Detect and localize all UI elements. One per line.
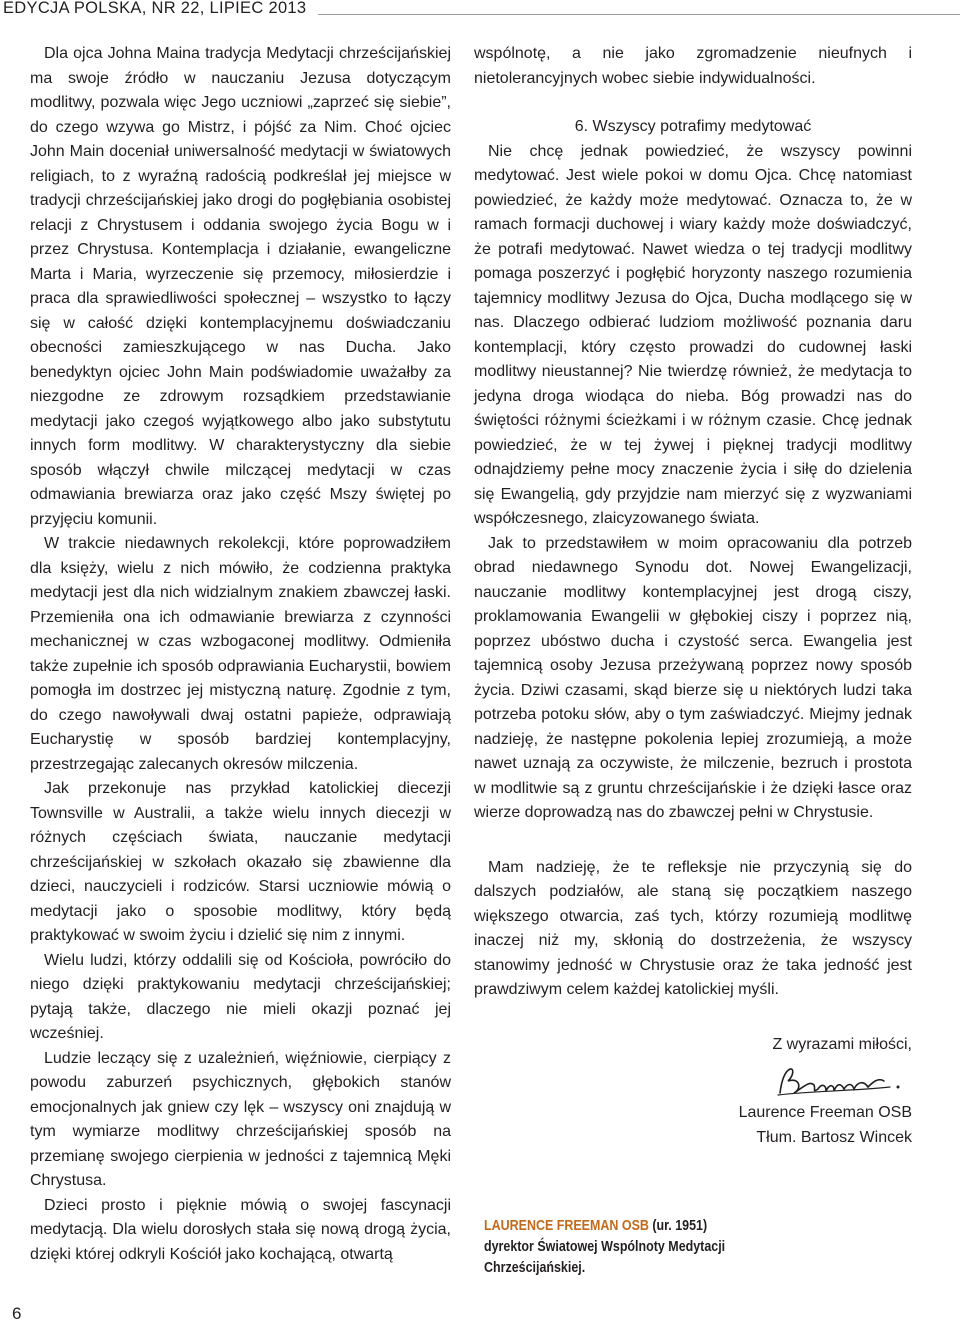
signature-image xyxy=(772,1063,912,1101)
paragraph: Jak to przedstawiłem w moim opracowaniu dla potrzeb obrad niedawnego Synodu dot. Nowej Ewangelizacji, nauczanie modlitwy kontemplacyjnej jest drogą ciszy, proklamowania Ewangelii w głębokiej ciszy i poprzez nią, poprzez ubóstwo ducha i czystość serca. Ewangelia jest tajemnicą osoby Jezusa przeżywaną poprzez nowy sposób życia. Dziwi czasami, skąd bierze się u niektórych ludzi taka potrzeba potoku słów, aby o tym zaświadczyć. Miejmy jednak nadzieję, że następne pokolenia lepiej zrozumieją, a może nawet uznają za oczywiste, że milczenie, bezruch i prostota w modlitwie są z gruntu chrześcijańskie i że dzięki łasce oraz wierze doprowadzą nas do zbawczej pełni w Chrystusie. xyxy=(474,534,912,821)
author-years: (ur. 1951) xyxy=(652,1218,708,1234)
author-note xyxy=(484,1216,828,1279)
translator-credit: Tłum. Bartosz Wincek xyxy=(756,1128,912,1146)
author-line xyxy=(484,1216,828,1237)
paragraph: Dzieci prosto i pięknie mówią o swojej fascynacji medytacją. Dla wielu dorosłych stała się nową drogą życia, dzięki której odkryli Kościół jako kochającą, otwartą xyxy=(30,1196,451,1263)
closing-paragraph: Mam nadzieję, że te refleksje nie przyczynią się do dalszych podziałów, ale staną się początkiem naszego większego otwarcia, zaś tych, którzy rozumieją modlitwę inaczej niż my, skłonią do dostrzeżenia, że wszyscy stanowimy jedność w Chrystusie oraz że taka jedność jest prawdziwym celem każdej katolickiej myśli. xyxy=(474,858,912,998)
author-name: LAURENCE FREEMAN OSB xyxy=(484,1218,649,1234)
salutation: Z wyrazami miłości, xyxy=(772,1035,912,1053)
paragraph: Jak przekonuje nas przykład katolickiej diecezji Townsville w Australii, a także wielu innych diecezji w różnych częściach świata, nauczanie medytacji chrześcijańskiej w szkołach okazało się zbawienne dla dzieci, nauczycieli i rodziców. Starsi uczniowie mówią o medytacji jako o sposobie modlitwy, który będą praktykować w swoim życiu i dzielić się nim z innymi. xyxy=(30,780,451,944)
running-header xyxy=(0,0,960,22)
section-heading: 6. Wszyscy potrafimy medytować xyxy=(574,118,812,135)
header-rule xyxy=(318,14,960,15)
header-title: EDYCJA POLSKA, NR 22, LIPIEC 2013 xyxy=(3,0,307,17)
continuation-paragraph: wspólnotę, a nie jako zgromadzenie nieufnych i nietolerancyjnych wobec siebie indywidualności. xyxy=(474,45,912,87)
paragraph: W trakcie niedawnych rekolekcji, które poprowadziłem dla księży, wielu z nich mówiło, że codzienna praktyka medytacji jest dla nich widzialnym znakiem zbawczej łaski. Przemieniła ona ich odmawianie brewiarza z czynności mechanicznej w czas wzbogaconej modlitwy. Odmieniła także zupełnie ich sposób odprawiania Eucharystii, bowiem pomogła im dostrzec jej mistyczną naturę. Zgodnie z tym, do czego nawoływali dwaj ostatni papieże, odprawiają Eucharystię w sposób bardziej kontemplacyjny, przestrzegając zalecanych okresów milczenia. xyxy=(30,535,451,773)
paragraph: Nie chcę jednak powiedzieć, że wszyscy powinni medytować. Jest wiele pokoi w domu Ojca. Chcę natomiast powiedzieć, że każdy może medytować. Oznacza to, że w ramach formacji duchowej i wiary każdy może doświadczyć, że potrafi medytować. Nawet wiedza o tej tradycji modlitwy pomaga poszerzyć i pogłębić horyzonty naszego rozumienia tajemnicy modlitwy Jezusa do Ojca, Ducha modlącego się w nas. Dlaczego odbierać ludziom możliwość poznania daru kontemplacji, który często prowadzi do cudownej łaski modlitwy nieustannej? Nie twierdzę również, że medytacja to jedyna droga wiodąca do nieba. Bóg prowadzi nas do świętości różnymi ścieżkami i w różnym czasie. Chcę jednak powiedzieć, że w tej żywej i pięknej tradycji modlitwy odnajdziemy pełne mocy znaczenie życia i siłę do dzielenia się Ewangelią, gdy przyjdzie nam mierzyć się z wyzwaniami współczesnego, zlaicyzowanego świata. xyxy=(474,142,912,527)
right-column xyxy=(474,42,912,1150)
paragraph: Wielu ludzi, którzy oddalili się od Kościoła, powróciło do niego dzięki praktykowaniu medytacji chrześcijańskiej; pytają także, dlaczego nie mieli okazji poznać jej wcześniej. xyxy=(30,951,451,1042)
paragraph: Dla ojca Johna Maina tradycja Medytacji chrześcijańskiej ma swoje źródło w nauczaniu Jezusa dotyczącym modlitwy, pozwala więc Jego uczniowi „zaprzeć się siebie”, do czego wzywa go Mistrz, i pójść za Nim. Choć ojciec John Main doceniał uniwersalność medytacji w światowych religiach, to z wyraźną radością podkreślał jej miejsce w tradycji chrześcijańskiej jako drogi do pogłębiania osobistej relacji z Chrystusem i oddania swojego życia Bogu w i przez Chrystusa. Kontemplacja i działanie, ewangeliczne Marta i Maria, wyrzeczenie się przemocy, miłosierdzie i praca dla sprawiedliwości społecznej – wszystko to łączy się w całość dzięki kontemplacyjnemu doświadczaniu obecności zamieszkującego w nas Ducha. Jako benedyktyn ojciec John Main podświadomie uważałby za niezgodne ze zdrowym rozsądkiem przedstawianie medytacji jako czegoś wyjątkowego albo jako substytutu innych form modlitwy. W charakterystyczny dla siebie sposób włączył chwile milczącej medytacji w czas odmawiania brewiarza oraz jako część Mszy świętej po przyjęciu komunii. xyxy=(30,45,451,528)
signature-name: Laurence Freeman OSB xyxy=(738,1104,912,1121)
paragraph: Ludzie leczący się z uzależnień, więźniowie, cierpiący z powodu zaburzeń psychicznych, głębokich stanów emocjonalnych jak gniew czy lęk – wszyscy oni znajdują w tym wymiarze modlitwy chrześcijańskiej sposób na przemianę swojego cierpienia w jedności z tajemnicą Męki Chrystusa. xyxy=(30,1049,451,1189)
author-role: dyrektor Światowej Wspólnoty Medytacji Chrześcijańskiej. xyxy=(484,1239,726,1276)
left-column xyxy=(30,42,451,1267)
page-number: 6 xyxy=(12,1304,22,1323)
